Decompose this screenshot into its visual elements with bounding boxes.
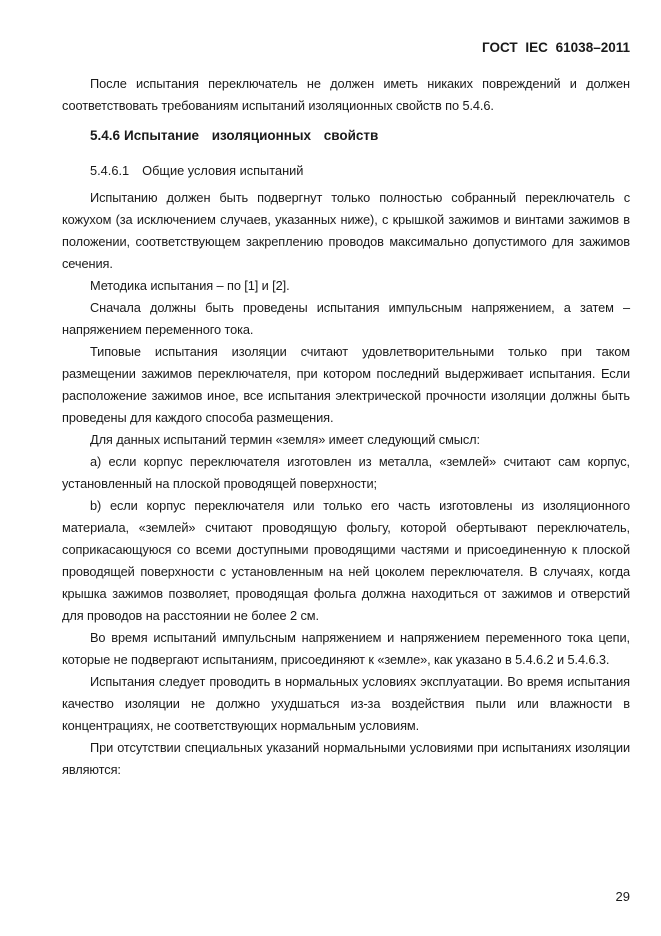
subsection-heading: [62, 160, 630, 182]
subsection-number: 5.4.6.1: [90, 163, 130, 178]
paragraph: Испытания следует проводить в нормальных условиях эксплуатации. Во время испытания качество изоляции не должно ухудшаться из-за воздействия пыли или влажности в концентрациях, не соответствующих нормальным условиям.: [62, 674, 630, 733]
section-number: 5.4.6: [90, 128, 121, 143]
paragraph-list-item-a: a) если корпус переключателя изготовлен из металла, «землей» считают сам корпус, установленный на плоской проводящей поверхности;: [62, 454, 630, 491]
intro-paragraph: После испытания переключатель не должен иметь никаких повреждений и должен соответствовать требованиям испытаний изоляционных свойств по 5.4.6.: [62, 76, 630, 113]
paragraph: Испытанию должен быть подвергнут только полностью собранный переключатель с кожухом (за исключением случаев, указанных ниже), с крышкой зажимов и винтами зажимов в положении, соответствующем закреплению проводов максимально допустимого для зажимов сечения.: [62, 190, 630, 271]
subsection-title: Общие условия испытаний: [142, 163, 304, 178]
paragraph: Типовые испытания изоляции считают удовлетворительными только при таком размещении зажимов переключателя, при котором последний выдерживает испытания. Если расположение зажимов иное, все испытания электрической прочности изоляции должны быть проведены для каждого способа размещения.: [62, 344, 630, 425]
paragraph-list-item-b: b) если корпус переключателя или только его часть изготовлены из изоляционного материала, «землей» считают проводящую фольгу, которой обертывают переключатель, соприкасающуюся со всеми доступными проводящими частями и присоединенную к плоской проводящей поверхности с установленным на ней цоколем переключателя. В случаях, когда крышка зажимов позволяет, проводящая фольга должна находиться от зажимов и отверстий для проводов на расстоянии не более 2 см.: [62, 498, 630, 623]
paragraph: Во время испытаний импульсным напряжением и напряжением переменного тока цепи, которые не подвергают испытаниям, присоединяют к «земле», как указано в 5.4.6.2 и 5.4.6.3.: [62, 630, 630, 667]
section-title: Испытание изоляционных свойств: [124, 128, 379, 143]
page-content: [62, 40, 630, 781]
section-heading: [62, 125, 630, 147]
paragraph: При отсутствии специальных указаний нормальными условиями при испытаниях изоляции являются:: [62, 740, 630, 777]
page-number: 29: [615, 889, 630, 904]
paragraph: Методика испытания – по [1] и [2].: [90, 278, 290, 293]
running-header: ГОСТ IEC 61038–2011: [482, 40, 630, 55]
paragraph: Для данных испытаний термин «земля» имеет следующий смысл:: [90, 432, 480, 447]
paragraph: Сначала должны быть проведены испытания импульсным напряжением, а затем – напряжением переменного тока.: [62, 300, 630, 337]
